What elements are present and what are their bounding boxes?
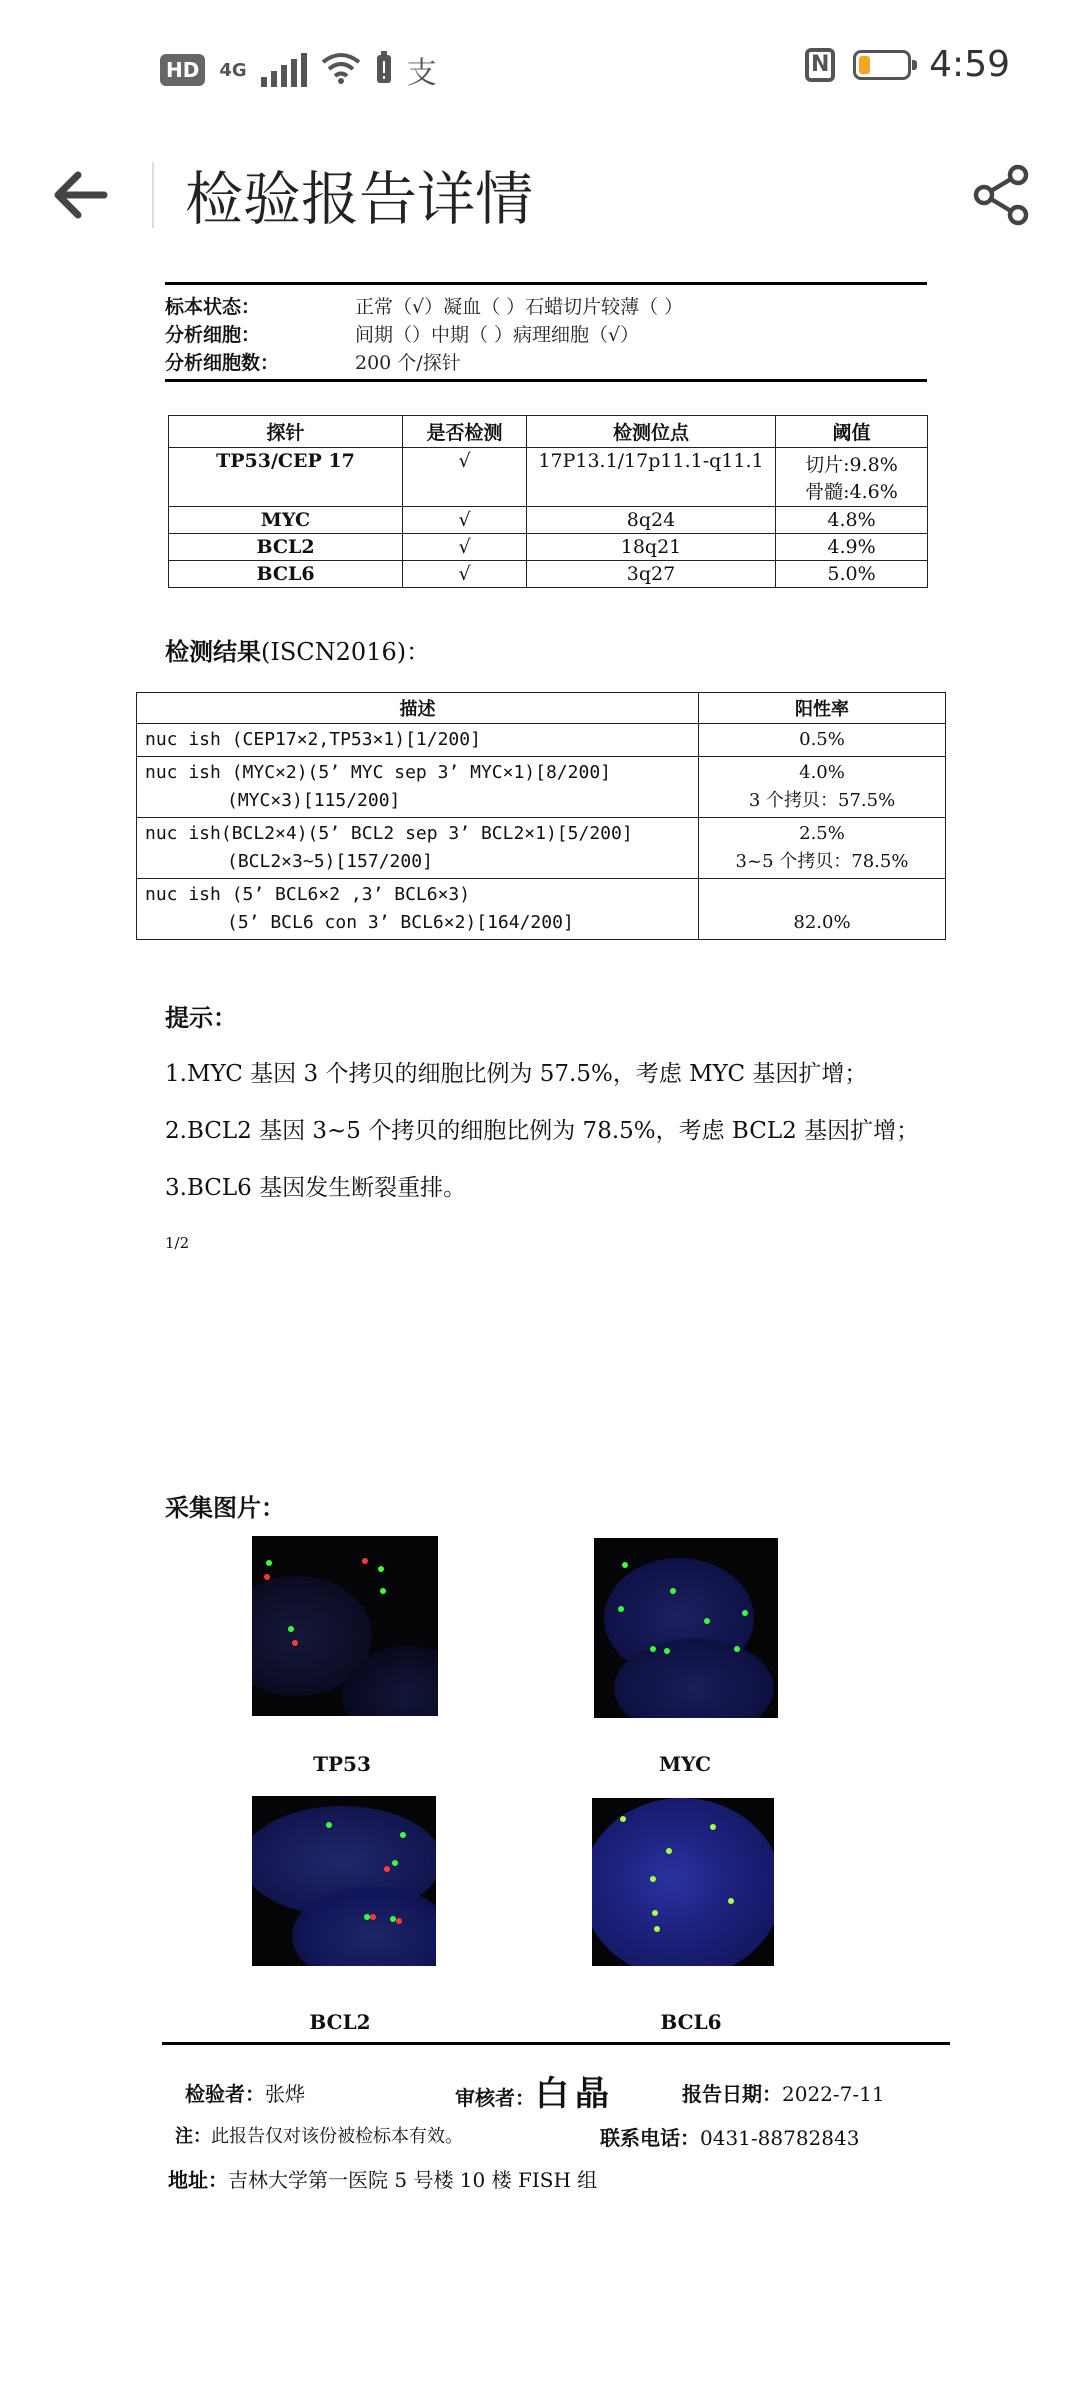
meta-row-cell-count [165,347,927,375]
rate-value: 3 个拷贝：57.5% [748,790,896,811]
result-table [136,692,946,940]
specimen-meta [165,282,927,382]
description-line: nuc ish(BCL2×4)(5’ BCL2 sep 3’ BCL2×1)[5/200] [145,823,633,844]
signal-bars-icon [261,53,307,87]
meta-label: 标本状态： [165,295,261,318]
results-title-standard: (ISCN2016)： [261,638,431,666]
threshold-cell [776,448,928,507]
phone-label: 联系电话： [600,2126,700,2150]
meta-value: 间期（）中期（ ）病理细胞（√） [355,323,640,346]
table-header-row [137,693,946,724]
checked-cell: √ [403,534,527,561]
meta-row-cells [165,319,927,347]
meta-value: 正常（√）凝血（ ）石蜡切片较薄（ ） [355,295,684,318]
app-header [0,140,1080,250]
locus-cell: 18q21 [527,534,776,561]
description-line: (BCL2×3~5)[157/200] [227,851,433,872]
hint-line: 2.BCL2 基因 3~5 个拷贝的细胞比例为 78.5%，考虑 BCL2 基因扩增； [165,1118,920,1144]
description-line: (MYC×3)[115/200] [227,790,401,811]
address-text: 吉林大学第一医院 5 号楼 10 楼 FISH 组 [228,2168,598,2192]
rate-cell [699,879,946,940]
fish-image-myc[interactable] [594,1538,778,1718]
checked-cell: √ [403,507,527,534]
reviewer-label: 审核者： [455,2086,535,2110]
image-caption: TP53 [313,1752,371,1776]
contact-phone [600,2122,859,2151]
hints-title: 提示： [165,1003,237,1032]
meta-label: 分析细胞数： [165,351,280,374]
hint-line: 1.MYC 基因 3 个拷贝的细胞比例为 57.5%，考虑 MYC 基因扩增； [165,1061,868,1087]
table-row [169,561,928,588]
address [168,2164,597,2193]
battery-level [859,56,869,74]
report-note [175,2122,463,2148]
phone-number: 0431-88782843 [700,2126,860,2150]
inspector-name: 张烨 [265,2082,305,2106]
footer-divider [162,2042,950,2045]
rate-value [707,881,937,909]
table-row [137,724,946,757]
alipay-icon: 支 [406,56,437,91]
threshold-cell: 4.8% [776,507,928,534]
fish-image-tp53[interactable] [252,1536,438,1716]
inspector [185,2078,305,2107]
status-left-icons [160,48,437,92]
back-button[interactable] [40,160,120,230]
probe-cell: MYC [169,507,403,534]
report-date [682,2078,885,2107]
description-cell [137,818,699,879]
threshold-value: 切片:9.8% [805,454,898,476]
description-line: nuc ish (MYC×2)(5’ MYC sep 3’ MYC×1)[8/200] [145,762,611,783]
rate-cell [699,724,946,757]
share-icon [972,163,1032,227]
threshold-value: 骨髓:4.6% [805,481,898,503]
checked-cell: √ [403,561,527,588]
probe-cell: TP53/CEP 17 [169,448,403,507]
locus-cell: 8q24 [527,507,776,534]
table-row [169,448,928,507]
status-right-icons [805,44,1010,85]
hint-line: 3.BCL6 基因发生断裂重排。 [165,1175,467,1201]
meta-value: 200 个/探针 [355,351,461,374]
meta-label: 分析细胞： [165,323,261,346]
rate-value: 4.0% [799,762,845,783]
header-divider [152,162,154,228]
results-title [165,632,430,667]
description-cell [137,757,699,818]
reviewer [455,2066,615,2115]
probe-cell: BCL6 [169,561,403,588]
checked-cell: √ [403,448,527,507]
nfc-icon: N [805,48,835,82]
locus-cell: 17P13.1/17p11.1-q11.1 [527,448,776,507]
column-header: 探针 [169,416,403,448]
description-line: (5’ BCL6 con 3’ BCL6×2)[164/200] [227,912,574,933]
battery-saver-icon [375,51,393,89]
image-caption: MYC [659,1752,711,1776]
rate-value: 2.5% [799,823,845,844]
fish-image-bcl2[interactable] [252,1796,436,1966]
share-button[interactable] [964,160,1040,230]
reviewer-signature: 白晶 [535,2074,615,2114]
results-title-main: 检测结果 [165,637,261,666]
column-header: 检测位点 [527,416,776,448]
table-row [137,879,946,940]
threshold-cell: 5.0% [776,561,928,588]
rate-cell [699,757,946,818]
table-row [169,534,928,561]
report-date-label: 报告日期： [682,2082,782,2106]
battery-icon [853,50,911,80]
table-header-row [169,416,928,448]
inspector-label: 检验者： [185,2082,265,2106]
status-time: 4:59 [929,44,1010,85]
description-line: nuc ish (5’ BCL6×2 ,3’ BCL6×3) [145,884,471,905]
note-text: 此报告仅对该份被检标本有效。 [211,2126,463,2147]
table-row [137,818,946,879]
page-title: 检验报告详情 [185,165,534,233]
hd-icon: HD [160,54,205,86]
images-title: 采集图片： [165,1493,285,1522]
4g-signal-icon: 4G [219,59,247,81]
meta-row-specimen [165,291,927,319]
rate-value: 82.0% [793,912,851,933]
image-caption: BCL2 [309,2010,371,2034]
rate-cell [699,818,946,879]
description-cell [137,724,699,757]
image-caption: BCL6 [660,2010,722,2034]
rate-value: 3~5 个拷贝：78.5% [735,851,909,872]
arrow-left-icon [52,171,108,219]
column-header: 描述 [137,693,699,724]
description-line: nuc ish (CEP17×2,TP53×1)[1/200] [145,729,481,750]
column-header: 阳性率 [699,693,946,724]
locus-cell: 3q27 [527,561,776,588]
status-bar [0,0,1080,140]
wifi-icon [321,52,361,88]
column-header: 阈值 [776,416,928,448]
description-cell [137,879,699,940]
rate-value: 0.5% [799,729,845,750]
probe-table [168,415,928,588]
table-row [137,757,946,818]
threshold-cell: 4.9% [776,534,928,561]
probe-cell: BCL2 [169,534,403,561]
fish-image-bcl6[interactable] [592,1798,774,1966]
address-label: 地址： [168,2168,228,2192]
report-date-value: 2022-7-11 [782,2082,885,2106]
column-header: 是否检测 [403,416,527,448]
note-label: 注： [175,2126,211,2147]
table-row [169,507,928,534]
page-number: 1/2 [165,1234,190,1252]
